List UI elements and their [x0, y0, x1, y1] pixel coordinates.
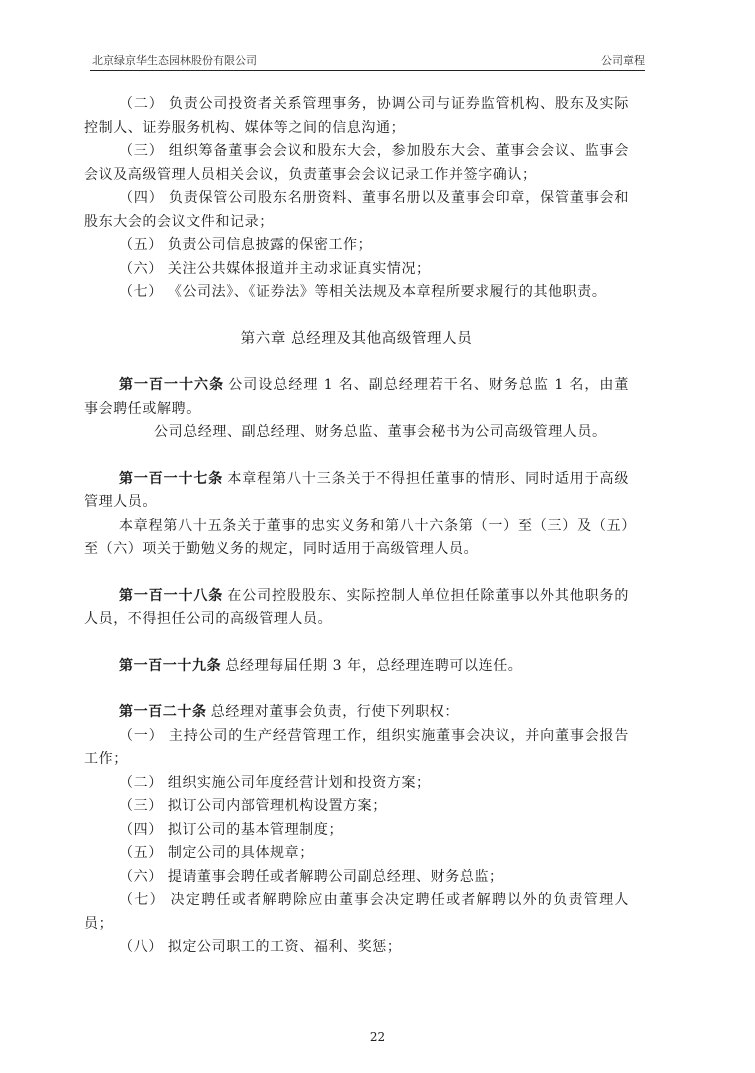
- article-120-item: （二） 组织实施公司年度经营计划和投资方案；: [119, 774, 431, 791]
- article-120-item: （八） 拟定公司职工的工资、福利、奖惩；: [119, 939, 402, 955]
- page-header: [92, 52, 645, 70]
- article-120-item: （七） 决定聘任或者解聘除应由董事会决定聘任或者解聘以外的负责管理人员；: [84, 892, 629, 932]
- clause-2: （二） 负责公司投资者关系管理事务，协调公司与证券监管机构、股东及实际控制人、证券服务机构、媒体等之间的信息沟通；: [84, 96, 629, 136]
- article-117-para-2: 本章程第八十五条关于董事的忠实义务和第八十六条第（一）至（三）及（五）至（六）项关于勤勉义务的规定，同时适用于高级管理人员。: [84, 517, 629, 557]
- article-116-para-2: 公司总经理、副总经理、财务总监、董事会秘书为公司高级管理人员。: [154, 424, 607, 440]
- article-117: [84, 468, 629, 515]
- article-118-number: 第一百一十八条: [119, 587, 224, 604]
- clause-6: （六） 关注公共媒体报道并主动求证真实情况；: [119, 260, 431, 277]
- clause-3: （三） 组织筹备董事会会议和股东大会，参加股东大会、董事会会议、监事会会议及高级管理人员相关会议，负责董事会会议记录工作并签字确认；: [84, 143, 629, 183]
- article-120-item: （五） 制定公司的具体规章；: [119, 845, 314, 861]
- article-117-number: 第一百一十七条: [119, 470, 224, 487]
- article-118-text: 在公司控股股东、实际控制人单位担任除董事以外其他职务的人员，不得担任公司的高级管理人员。: [84, 587, 629, 627]
- clause-7: （七） 《公司法》、《证券法》等相关法规及本章程所要求履行的其他职责。: [119, 284, 607, 300]
- article-120-item: （六） 提请董事会聘任或者解聘公司副总经理、财务总监；: [119, 868, 504, 885]
- article-116-text: 公司设总经理 1 名、副总经理若干名、财务总监 1 名，由董事会聘任或解聘。: [84, 377, 629, 417]
- header-doc-title: 公司章程: [601, 54, 645, 67]
- spacer: [84, 445, 629, 468]
- page-body: [84, 93, 629, 960]
- spacer: [84, 305, 629, 328]
- article-120: [84, 701, 629, 725]
- article-120-number: 第一百二十条: [119, 704, 207, 720]
- article-120-text: 总经理对董事会负责，行使下列职权：: [210, 704, 459, 720]
- article-117-text: 本章程第八十三条关于不得担任董事的情形、同时适用于高级管理人员。: [84, 470, 629, 510]
- spacer: [84, 562, 629, 585]
- article-119: [84, 655, 629, 679]
- article-119-text: 总经理每届任期 3 年，总经理连聘可以连任。: [225, 657, 523, 674]
- header-divider: [90, 70, 645, 71]
- article-120-item: （一） 主持公司的生产经营管理工作，组织实施董事会决议，并向董事会报告工作；: [84, 727, 629, 767]
- spacer: [84, 678, 629, 701]
- article-116-number: 第一百一十六条: [119, 377, 225, 393]
- clause-4: （四） 负责保管公司股东名册资料、董事名册以及董事会印章，保管董事会和股东大会的会议文件和记录；: [84, 190, 629, 230]
- article-116: [84, 374, 629, 421]
- article-120-item: （三） 拟订公司内部管理机构设置方案；: [119, 798, 387, 814]
- article-118: [84, 585, 629, 632]
- spacer: [84, 351, 629, 374]
- article-120-item: （四） 拟订公司的基本管理制度；: [119, 821, 344, 838]
- page-number: 22: [369, 1030, 386, 1044]
- spacer: [84, 632, 629, 655]
- chapter-title: 第六章 总经理及其他高级管理人员: [240, 330, 473, 347]
- clause-5: （五） 负责公司信息披露的保密工作；: [119, 237, 373, 253]
- header-company: 北京绿京华生态园林股份有限公司: [92, 54, 257, 67]
- article-119-number: 第一百一十九条: [119, 657, 222, 674]
